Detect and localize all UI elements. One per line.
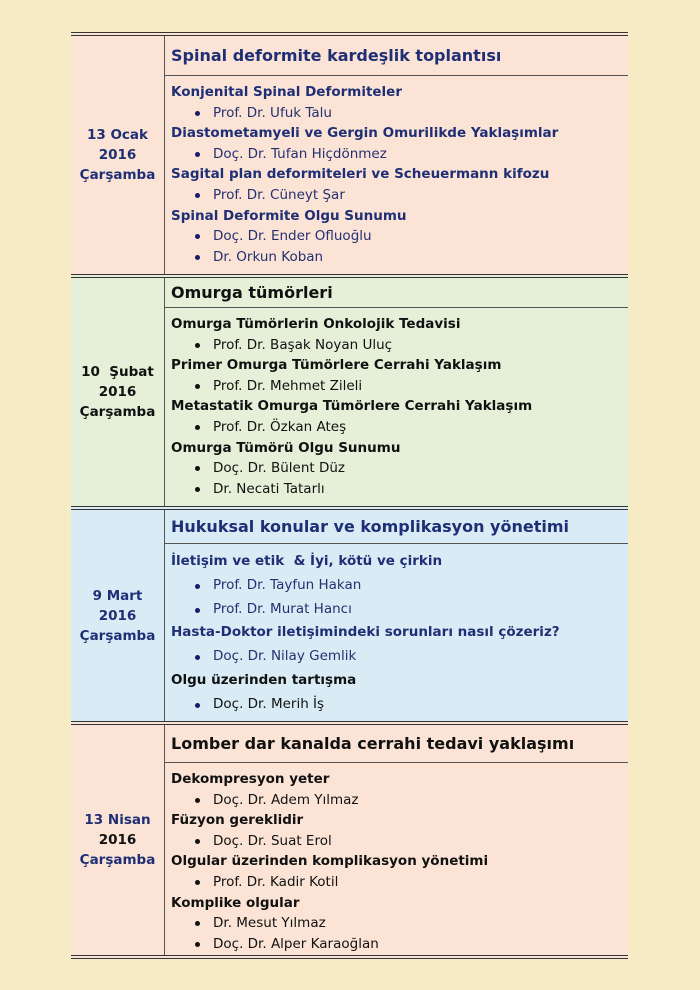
- date-day-month: 9 Mart: [92, 587, 143, 604]
- date-day-month: 13 Ocak: [86, 127, 149, 143]
- date-year: 2016: [98, 832, 137, 848]
- speaker-item: Prof. Dr. Başak Noyan Uluç: [171, 335, 628, 356]
- talk-list: [165, 76, 628, 271]
- speaker-item: Prof. Dr. Özkan Ateş: [171, 417, 628, 438]
- speaker-item: Prof. Dr. Murat Hancı: [171, 598, 628, 622]
- session-block: [71, 721, 628, 959]
- speaker-item: Doç. Dr. Alper Karaoğlan: [171, 934, 628, 955]
- speaker-item: Doç. Dr. Nilay Gemlik: [171, 645, 628, 669]
- talk-title: Olgu üzerinden tartışma: [171, 671, 357, 688]
- session-title: Spinal deformite kardeşlik toplantısı: [165, 36, 628, 76]
- speaker-item: Doç. Dr. Suat Erol: [171, 831, 628, 852]
- speaker-item: Doç. Dr. Adem Yılmaz: [171, 790, 628, 811]
- speaker-item: Doç. Dr. Bülent Düz: [171, 458, 628, 479]
- talk-title: Primer Omurga Tümörlere Cerrahi Yaklaşım: [171, 357, 502, 374]
- session-content: [165, 36, 628, 274]
- date-weekday: Çarşamba: [79, 852, 156, 868]
- talk-title: Omurga Tümörlerin Onkolojik Tedavisi: [171, 316, 461, 332]
- date-year: 2016: [98, 147, 137, 163]
- talk-title: Konjenital Spinal Deformiteler: [171, 84, 402, 100]
- session-date: [71, 510, 165, 721]
- speaker-item: Prof. Dr. Ufuk Talu: [171, 103, 628, 124]
- session-title: Omurga tümörleri: [165, 278, 628, 308]
- date-year: 2016: [98, 607, 137, 624]
- talk-list: [165, 544, 628, 721]
- session-block: [71, 506, 628, 721]
- speaker-item: Dr. Mesut Yılmaz: [171, 913, 628, 934]
- date-weekday: Çarşamba: [79, 167, 156, 183]
- speaker-item: Doç. Dr. Ender Ofluoğlu: [171, 226, 628, 247]
- session-block: [71, 32, 628, 274]
- date-day-month: 10 Şubat: [81, 364, 154, 380]
- program-table: [71, 32, 628, 959]
- session-content: [165, 725, 628, 955]
- speaker-item: Dr. Necati Tatarlı: [171, 479, 628, 500]
- date-day-month: 13 Nisan: [84, 812, 151, 828]
- session-date: [71, 725, 165, 955]
- date-weekday: Çarşamba: [79, 627, 156, 644]
- speaker-item: Prof. Dr. Cüneyt Şar: [171, 185, 628, 206]
- session-date: [71, 278, 165, 506]
- talk-title: Olgular üzerinden komplikasyon yönetimi: [171, 853, 489, 870]
- talk-title: Dekompresyon yeter: [171, 771, 330, 787]
- speaker-item: Dr. Orkun Koban: [171, 247, 628, 268]
- talk-title: İletişim ve etik & İyi, kötü ve çirkin: [171, 553, 443, 569]
- date-weekday: Çarşamba: [79, 404, 156, 420]
- talk-title: Diastometamyeli ve Gergin Omurilikde Yaklaşımlar: [171, 125, 559, 142]
- talk-list: [165, 308, 628, 503]
- speaker-item: Prof. Dr. Tayfun Hakan: [171, 574, 628, 598]
- talk-title: Hasta-Doktor iletişimindeki sorunları nasıl çözeriz?: [171, 624, 560, 641]
- talk-title: Metastatik Omurga Tümörlere Cerrahi Yaklaşım: [171, 398, 533, 415]
- speaker-item: Doç. Dr. Merih İş: [171, 693, 628, 717]
- speaker-item: Prof. Dr. Kadir Kotil: [171, 872, 628, 893]
- speaker-item: Prof. Dr. Mehmet Zileli: [171, 376, 628, 397]
- session-block: [71, 274, 628, 506]
- speaker-item: Doç. Dr. Tufan Hiçdönmez: [171, 144, 628, 165]
- talk-title: Füzyon gereklidir: [171, 812, 304, 829]
- session-date: [71, 36, 165, 274]
- talk-title: Sagital plan deformiteleri ve Scheuermann kifozu: [171, 166, 550, 183]
- talk-title: Spinal Deformite Olgu Sunumu: [171, 207, 407, 224]
- talk-title: Komplike olgular: [171, 894, 300, 911]
- talk-list: [165, 763, 628, 958]
- talk-title: Omurga Tümörü Olgu Sunumu: [171, 439, 401, 456]
- session-title: Hukuksal konular ve komplikasyon yönetimi: [165, 510, 628, 544]
- session-content: [165, 510, 628, 721]
- session-content: [165, 278, 628, 506]
- date-year: 2016: [98, 384, 137, 400]
- session-title: Lomber dar kanalda cerrahi tedavi yaklaşımı: [165, 725, 628, 763]
